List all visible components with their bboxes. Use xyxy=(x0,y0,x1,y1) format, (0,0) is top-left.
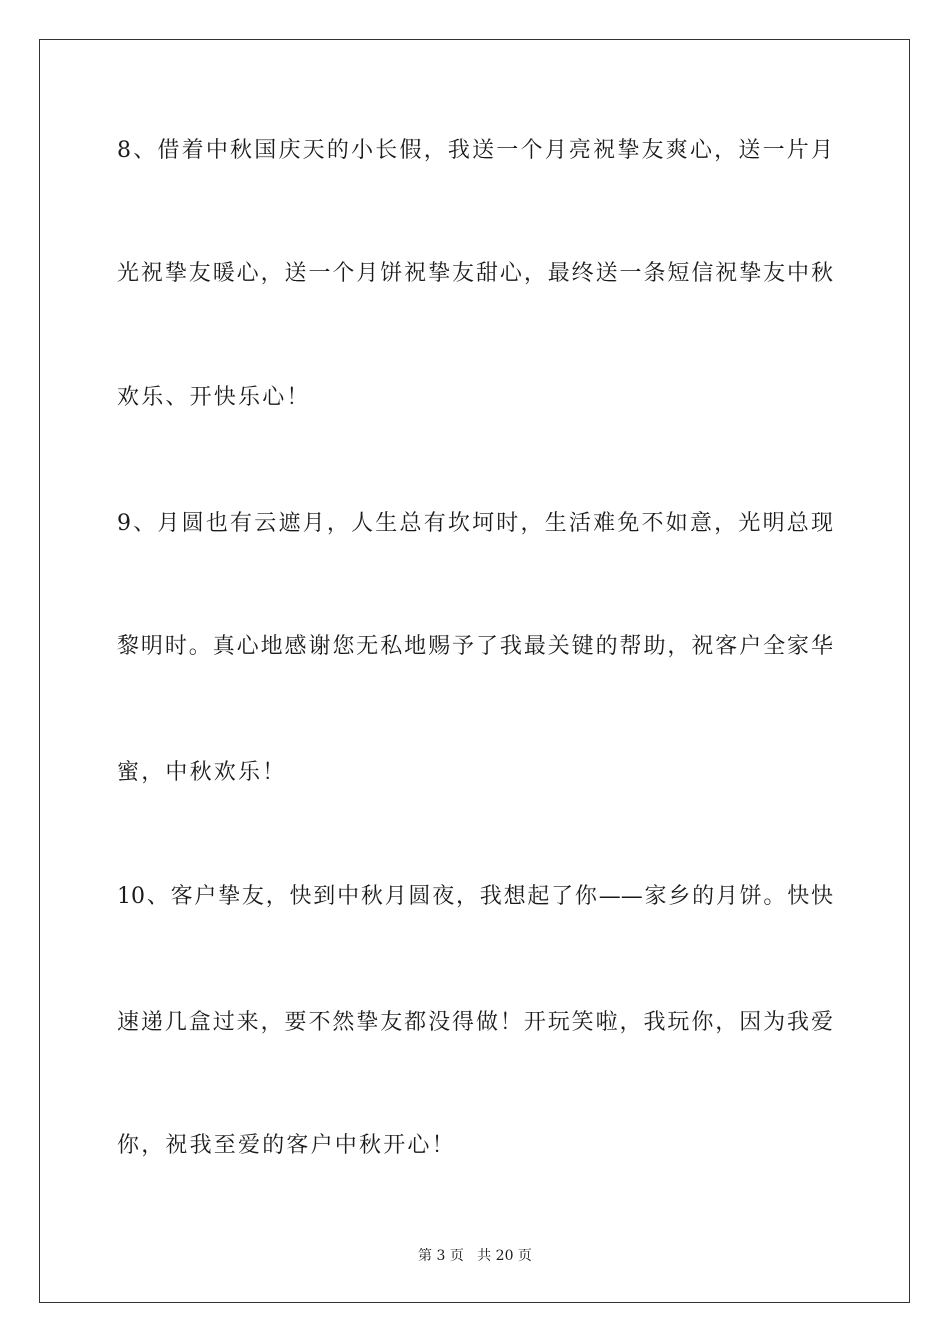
paragraph-9-line-2: 黎明时。真心地感谢您无私地赐予了我最关键的帮助，祝客户全家华 xyxy=(117,634,833,659)
paragraph-9-line-3: 蜜，中秋欢乐！ xyxy=(117,760,287,785)
paragraph-10-line-1: 10、客户挚友，快到中秋月圆夜，我想起了你——家乡的月饼。快快 xyxy=(117,884,833,909)
page-total: 共 20 页 xyxy=(477,1248,532,1264)
paragraph-8-line-1: 8、借着中秋国庆天的小长假，我送一个月亮祝挚友爽心，送一片月 xyxy=(117,138,833,163)
paragraph-9-line-1: 9、月圆也有云遮月，人生总有坎坷时，生活难免不如意，光明总现 xyxy=(117,511,833,536)
page-border xyxy=(39,39,910,1303)
paragraph-10-line-2: 速递几盒过来，要不然挚友都没得做！开玩笑啦，我玩你，因为我爱 xyxy=(117,1010,833,1035)
page-number: 第 3 页 xyxy=(418,1248,464,1264)
paragraph-8-line-3: 欢乐、开快乐心！ xyxy=(117,385,311,410)
paragraph-10-line-3: 你，祝我至爱的客户中秋开心！ xyxy=(117,1133,456,1158)
page-footer xyxy=(0,1245,950,1265)
paragraph-8-line-2: 光祝挚友暖心，送一个月饼祝挚友甜心，最终送一条短信祝挚友中秋 xyxy=(117,261,833,286)
